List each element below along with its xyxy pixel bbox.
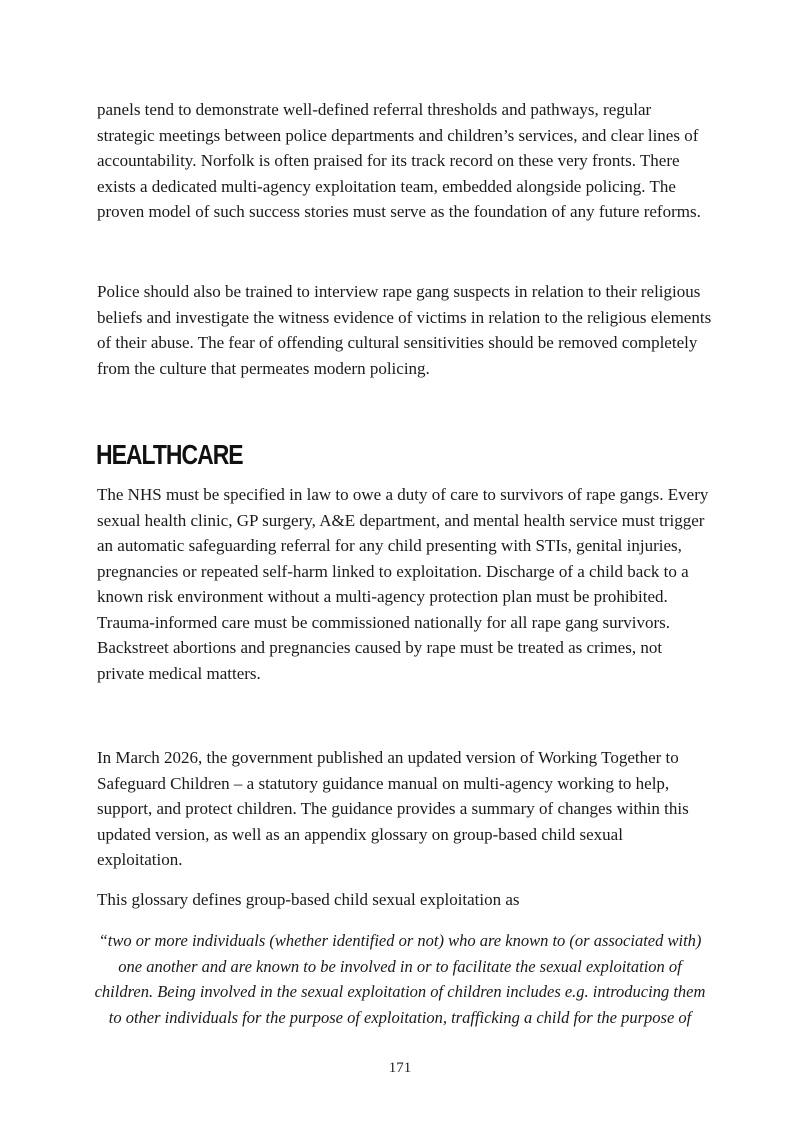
block-quote: “two or more individuals (whether identified or not) who are known to (or associated with) one another and are known to be involved in or to facilitate the sexual exploitation of children. Being involved in the sexual exploitation of children includes e.g. introducing them to other individuals for the purpose of exploitation, trafficking a child for the purpose of: [94, 931, 706, 1027]
section-heading: HEALTHCARE: [96, 439, 243, 470]
body-paragraph: Police should also be trained to interview rape gang suspects in relation to their religious beliefs and investigate the witness evidence of victims in relation to the religious elements of their abuse. The fear of offending cultural sensitivities should be removed completely from the culture that permeates modern policing.: [97, 282, 712, 378]
page-number: 171: [388, 1060, 412, 1076]
body-paragraph: The NHS must be specified in law to owe a duty of care to survivors of rape gangs. Every sexual health clinic, GP surgery, A&E department, and mental health service must trigger an automatic safeguarding referral for any child presenting with STIs, genital injuries, pregnancies or repeated self-harm linked to exploitation. Discharge of a child back to a known risk environment without a multi-agency protection plan must be prohibited. Trauma-informed care must be commissioned nationally for all rape gang survivors. Backstreet abortions and pregnancies caused by rape must be treated as crimes, not private medical matters.: [97, 485, 709, 683]
body-paragraph: In March 2026, the government published an updated version of Working Together to Safeguard Children – a statutory guidance manual on multi-agency working to help, support, and protect children. The guidance provides a summary of changes within this updated version, as well as an appendix glossary on group-based child sexual exploitation.: [97, 748, 689, 869]
body-paragraph: panels tend to demonstrate well-defined referral thresholds and pathways, regular strategic meetings between police departments and children’s services, and clear lines of accountability. Norfolk is often praised for its track record on these very fronts. There exists a dedicated multi-agency exploitation team, embedded alongside policing. The proven model of such success stories must serve as the foundation of any future reforms.: [97, 100, 701, 221]
body-paragraph: This glossary defines group-based child sexual exploitation as: [97, 890, 520, 909]
